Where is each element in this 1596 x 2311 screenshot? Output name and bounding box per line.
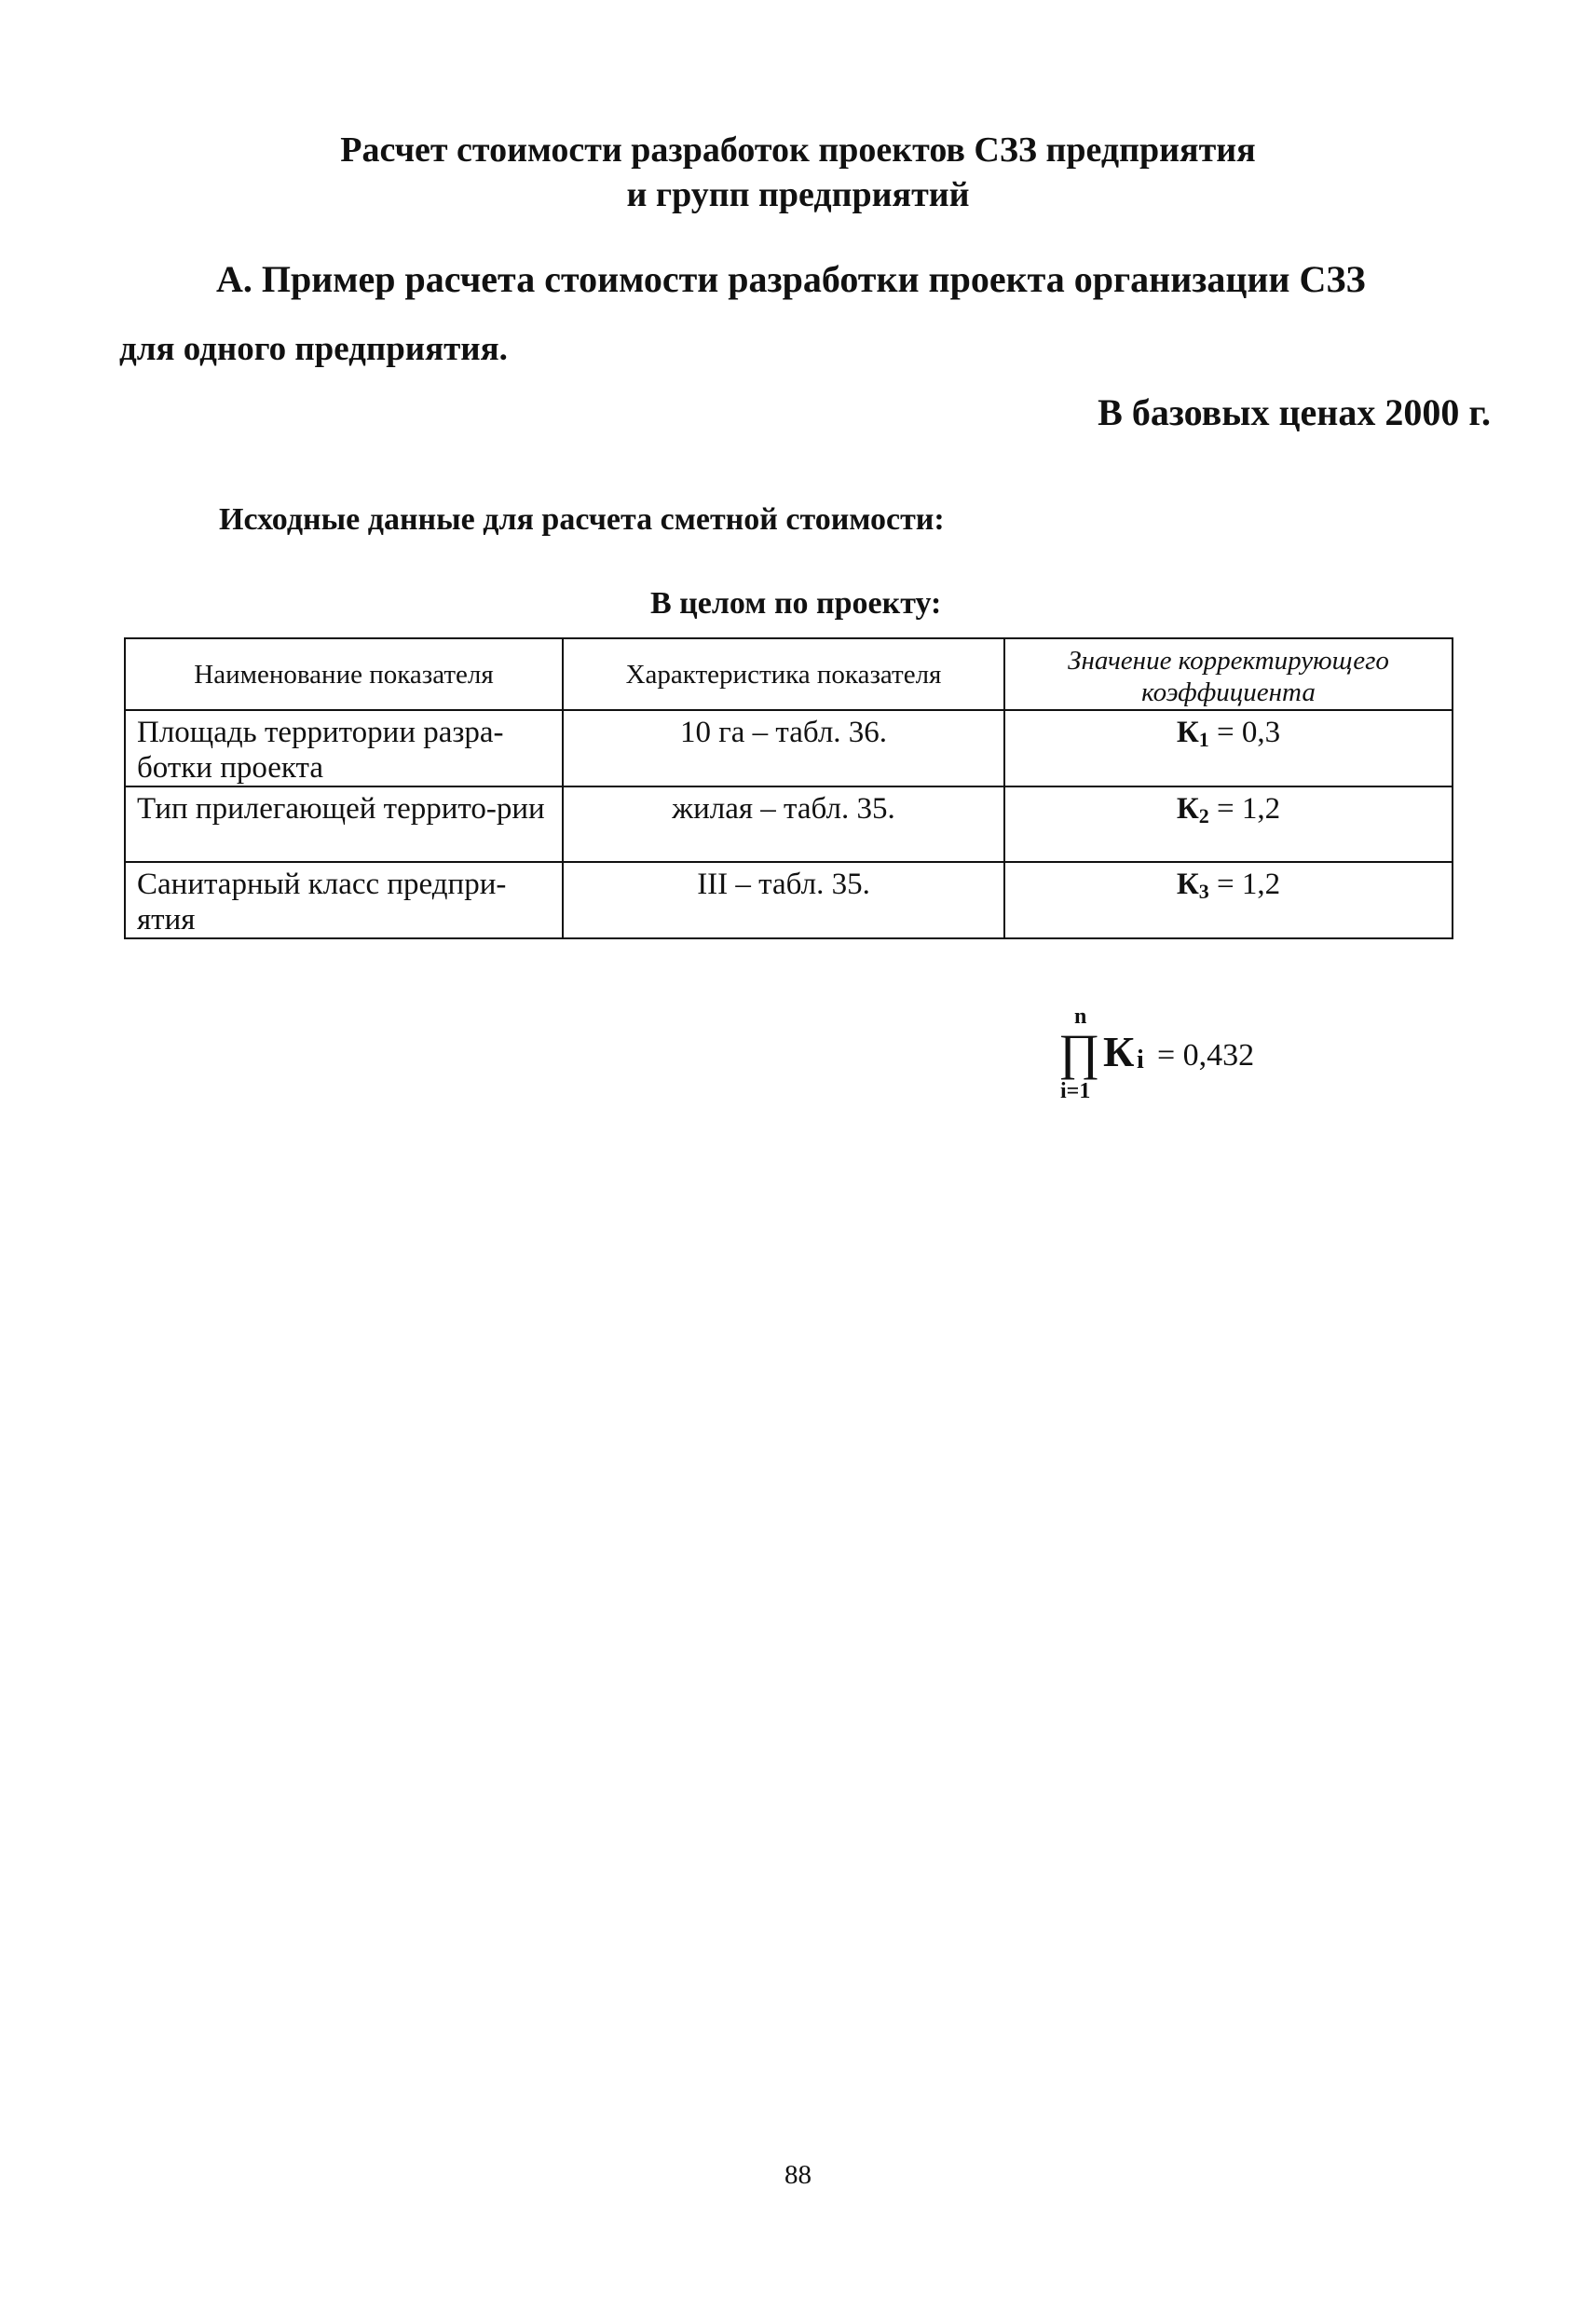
column-header-name: Наименование показателя (125, 638, 563, 710)
indicator-name: Санитарный класс предпри-ятия (125, 862, 563, 938)
product-lower-limit: i=1 (1060, 1079, 1091, 1103)
page-number: 88 (784, 2160, 812, 2190)
document-title-line-1: Расчет стоимости разработок проектов СЗЗ предприятия (340, 130, 1256, 170)
coefficient-index: 2 (1198, 804, 1209, 827)
product-k-symbol: К (1103, 1028, 1135, 1075)
section-a-heading-line-1: А. Пример расчета стоимости разработки проекта организации СЗЗ (216, 258, 1366, 300)
product-upper-limit: n (1074, 1005, 1087, 1029)
base-prices-note: В базовых ценах 2000 г. (1098, 391, 1491, 433)
column-header-coefficient: Значение корректирующего коэффициента (1004, 638, 1453, 710)
coefficient-symbol: К (1176, 716, 1199, 749)
coefficient-symbol: К (1176, 868, 1199, 901)
coefficient-value: = 1,2 (1208, 792, 1281, 826)
indicator-characteristic: III – табл. 35. (563, 862, 1004, 938)
product-symbol: ∏ (1058, 1024, 1100, 1080)
coefficient-index: 1 (1198, 728, 1209, 751)
source-data-heading: Исходные данные для расчета сметной стоимости: (219, 502, 945, 537)
indicator-characteristic: 10 га – табл. 36. (563, 710, 1004, 786)
product-k-index: i (1137, 1046, 1144, 1074)
whole-project-heading: В целом по проекту: (650, 586, 942, 621)
coefficient-product-formula (1053, 1005, 1276, 1107)
section-a-heading-line-2: для одного предприятия. (119, 330, 508, 368)
document-title-line-2: и групп предприятий (626, 175, 970, 214)
indicator-coefficient (1004, 786, 1453, 862)
indicators-table (124, 637, 1453, 939)
indicator-name: Площадь территории разра-ботки проекта (125, 710, 563, 786)
table-row (125, 862, 1453, 938)
coefficient-value: = 1,2 (1208, 868, 1281, 901)
coefficient-value: = 0,3 (1208, 716, 1281, 749)
product-result: = 0,432 (1157, 1038, 1255, 1073)
indicator-coefficient (1004, 862, 1453, 938)
indicator-name: Тип прилегающей террито-рии (125, 786, 563, 862)
indicator-coefficient (1004, 710, 1453, 786)
column-header-characteristic: Характеристика показателя (563, 638, 1004, 710)
coefficient-symbol: К (1176, 792, 1199, 826)
indicator-characteristic: жилая – табл. 35. (563, 786, 1004, 862)
table-row (125, 786, 1453, 862)
table-row (125, 710, 1453, 786)
coefficient-index: 3 (1198, 880, 1209, 903)
table-header-row (125, 638, 1453, 710)
